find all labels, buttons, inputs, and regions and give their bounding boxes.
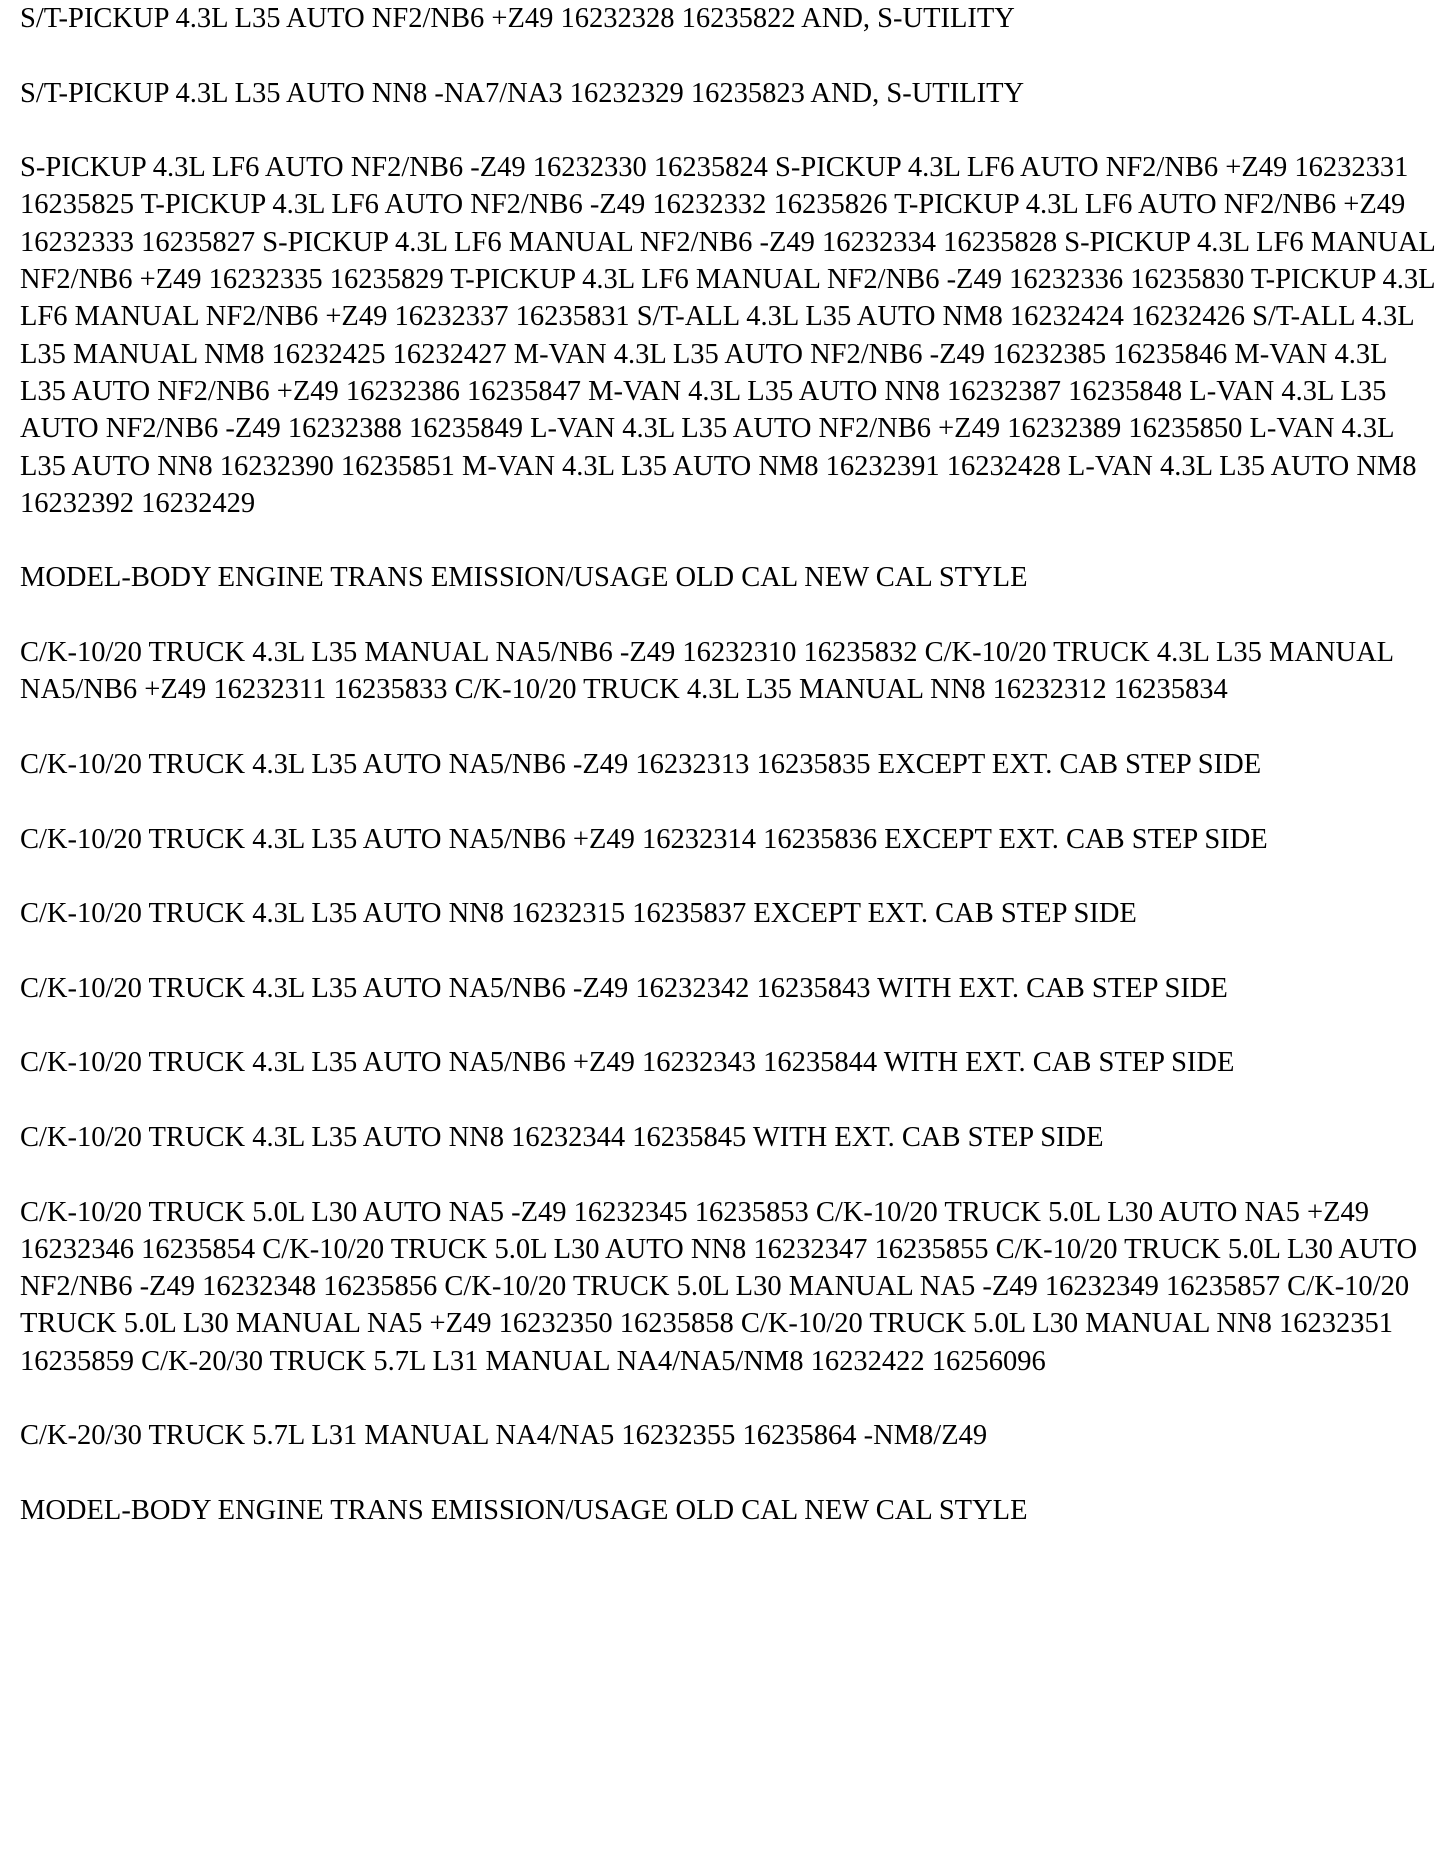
- paragraph-13: C/K-20/30 TRUCK 5.7L L31 MANUAL NA4/NA5 16232355 16235864 -NM8/Z49: [20, 1420, 988, 1452]
- paragraph-9: C/K-10/20 TRUCK 4.3L L35 AUTO NA5/NB6 -Z49 16232342 16235843 WITH EXT. CAB STEP SIDE: [20, 972, 1228, 1004]
- paragraph-1: S/T-PICKUP 4.3L L35 AUTO NF2/NB6 +Z49 16232328 16235822 AND, S-UTILITY: [20, 3, 1015, 34]
- table-header-line-2: MODEL-BODY ENGINE TRANS EMISSION/USAGE OLD CAL NEW CAL STYLE: [20, 1494, 1028, 1526]
- paragraph-12: C/K-10/20 TRUCK 5.0L L30 AUTO NA5 -Z49 16232345 16235853 C/K-10/20 TRUCK 5.0L L30 AUTO NA5 +Z49 16232346 16235854 C/K-10/20 TRUCK 5.0L L30 AUTO NN8 16232347 16235855 C/K-10/20 TRUCK 5.0L L30 AUTO NF2/NB6 -Z49 16232348 16235856 C/K-10/20 TRUCK 5.0L L30 MANUAL NA5 -Z49 16232349 16235857 C/K-10/20 TRUCK 5.0L L30 MANUAL NA5 +Z49 16232350 16235858 C/K-10/20 TRUCK 5.0L L30 MANUAL NN8 16232351 16235859 C/K-20/30 TRUCK 5.7L L31 MANUAL NA4/NA5/NM8 16232422 16256096: [20, 1196, 1418, 1377]
- paragraph-5: C/K-10/20 TRUCK 4.3L L35 MANUAL NA5/NB6 -Z49 16232310 16235832 C/K-10/20 TRUCK 4.3L L35 MANUAL NA5/NB6 +Z49 16232311 16235833 C/K-10/20 TRUCK 4.3L L35 MANUAL NN8 16232312 16235834: [20, 637, 1393, 706]
- paragraph-7: C/K-10/20 TRUCK 4.3L L35 AUTO NA5/NB6 +Z49 16232314 16235836 EXCEPT EXT. CAB STEP SIDE: [20, 823, 1268, 855]
- paragraph-2: S/T-PICKUP 4.3L L35 AUTO NN8 -NA7/NA3 16232329 16235823 AND, S-UTILITY: [20, 77, 1025, 109]
- document-page: [20, 0, 1436, 1874]
- paragraph-3: S-PICKUP 4.3L LF6 AUTO NF2/NB6 -Z49 16232330 16235824 S-PICKUP 4.3L LF6 AUTO NF2/NB6 +Z49 16232331 16235825 T-PICKUP 4.3L LF6 AUTO NF2/NB6 -Z49 16232332 16235826 T-PICKUP 4.3L LF6 AUTO NF2/NB6 +Z49 16232333 16235827 S-PICKUP 4.3L LF6 MANUAL NF2/NB6 -Z49 16232334 16235828 S-PICKUP 4.3L LF6 MANUAL NF2/NB6 +Z49 16232335 16235829 T-PICKUP 4.3L LF6 MANUAL NF2/NB6 -Z49 16232336 16235830 T-PICKUP 4.3L LF6 MANUAL NF2/NB6 +Z49 16232337 16235831 S/T-ALL 4.3L L35 AUTO NM8 16232424 16232426 S/T-ALL 4.3L L35 MANUAL NM8 16232425 16232427 M-VAN 4.3L L35 AUTO NF2/NB6 -Z49 16232385 16235846 M-VAN 4.3L L35 AUTO NF2/NB6 +Z49 16232386 16235847 M-VAN 4.3L L35 AUTO NN8 16232387 16235848 L-VAN 4.3L L35 AUTO NF2/NB6 -Z49 16232388 16235849 L-VAN 4.3L L35 AUTO NF2/NB6 +Z49 16232389 16235850 L-VAN 4.3L L35 AUTO NN8 16232390 16235851 M-VAN 4.3L L35 AUTO NM8 16232391 16232428 L-VAN 4.3L L35 AUTO NM8 16232392 16232429: [20, 152, 1435, 519]
- paragraph-10: C/K-10/20 TRUCK 4.3L L35 AUTO NA5/NB6 +Z49 16232343 16235844 WITH EXT. CAB STEP SIDE: [20, 1047, 1235, 1079]
- table-header-line: MODEL-BODY ENGINE TRANS EMISSION/USAGE OLD CAL NEW CAL STYLE: [20, 562, 1028, 594]
- paragraph-6: C/K-10/20 TRUCK 4.3L L35 AUTO NA5/NB6 -Z49 16232313 16235835 EXCEPT EXT. CAB STEP SIDE: [20, 748, 1262, 780]
- paragraph-8: C/K-10/20 TRUCK 4.3L L35 AUTO NN8 16232315 16235837 EXCEPT EXT. CAB STEP SIDE: [20, 898, 1137, 930]
- paragraph-11: C/K-10/20 TRUCK 4.3L L35 AUTO NN8 16232344 16235845 WITH EXT. CAB STEP SIDE: [20, 1121, 1104, 1153]
